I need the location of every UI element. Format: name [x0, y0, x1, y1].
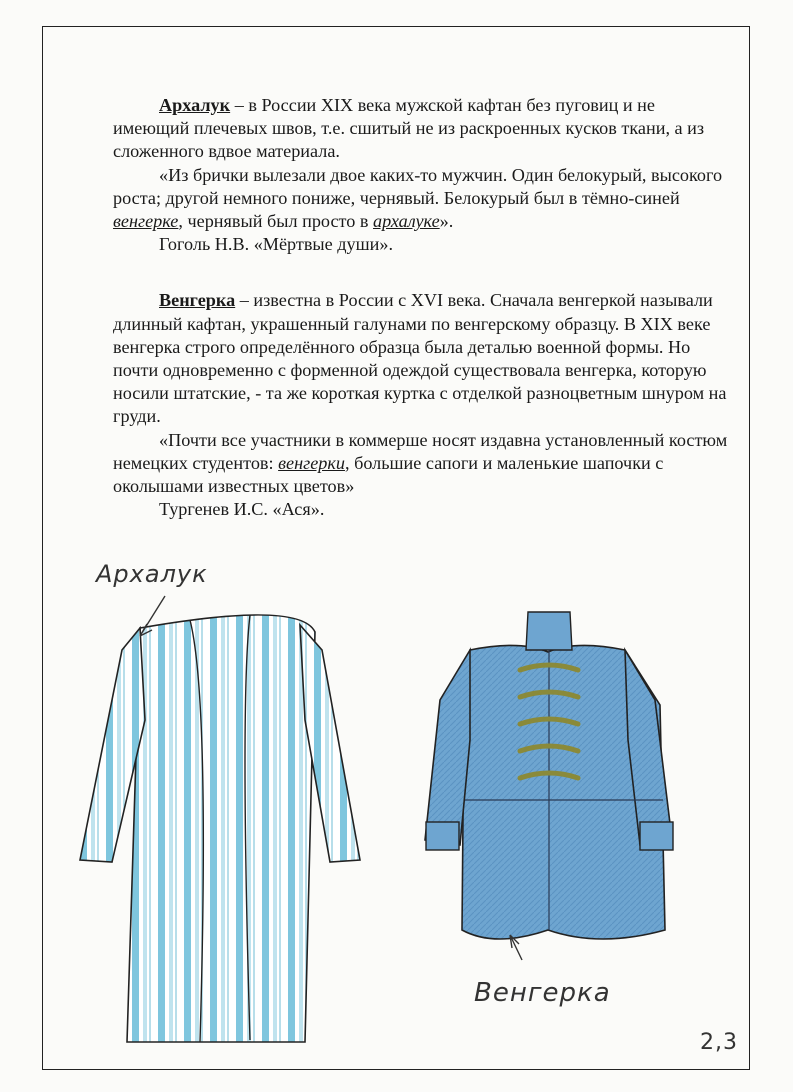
- gogol-quote: «Из брички вылезали двое каких-то мужчин. Один белокурый, высокого роста; другой немного пониже, чернявый. Белокурый был в тёмно-синей венгерке, чернявый был просто в архалуке».: [113, 164, 723, 232]
- ref-arkhaluk: архалуке: [373, 211, 440, 232]
- vengerka-definition: Венгерка – известна в России с XVI века. Сначала венгеркой называли длинный кафтан, украшенный галунами по венгерскому образцу. В XIX веке венгерка строго определённого образца была деталью военной формы. Но почти одновременно с форменной одеждой существовала венгерка, которую носили штатские, - та же короткая куртка с отделкой разноцветным шнуром на груди.: [113, 290, 727, 427]
- term-vengerka: Венгерка: [159, 290, 236, 311]
- vengerka-label: Венгерка: [474, 978, 611, 1008]
- vengerka-right-cuff: [640, 822, 673, 850]
- term-arkhaluk: Архалук: [159, 95, 231, 115]
- vengerka-left-sleeve: [425, 650, 470, 845]
- gogol-source: Гоголь Н.В. «Мёртвые души».: [159, 234, 393, 255]
- turgenev-source: Тургенев И.С. «Ася».: [159, 499, 325, 520]
- arkhaluk-definition: Архалук – в России XIX века мужской кафтан без пуговиц и не имеющий плечевых швов, т.е. сшитый не из раскроенных кусков ткани, а из сложенного вдвое материала.: [113, 95, 705, 162]
- arkhaluk-drawing: [80, 596, 360, 1042]
- ref-vengerki: венгерки: [278, 452, 345, 473]
- vengerka-drawing: [425, 612, 673, 960]
- vengerka-left-cuff: [426, 822, 459, 850]
- ref-vengerka: венгерке: [113, 211, 179, 232]
- vengerka-pointer-arrow: [510, 935, 522, 960]
- arkhaluk-label: Архалук: [96, 560, 208, 588]
- page-number: 2,3: [700, 1030, 738, 1055]
- turgenev-quote: «Почти все участники в коммерше носят издавна установленный костюм немецких студентов: венгерки, большие сапоги и маленькие шапочки с околышами известных цветов»: [113, 429, 728, 497]
- arkhaluk-coat-body: [127, 615, 315, 1042]
- vengerka-collar: [526, 612, 572, 650]
